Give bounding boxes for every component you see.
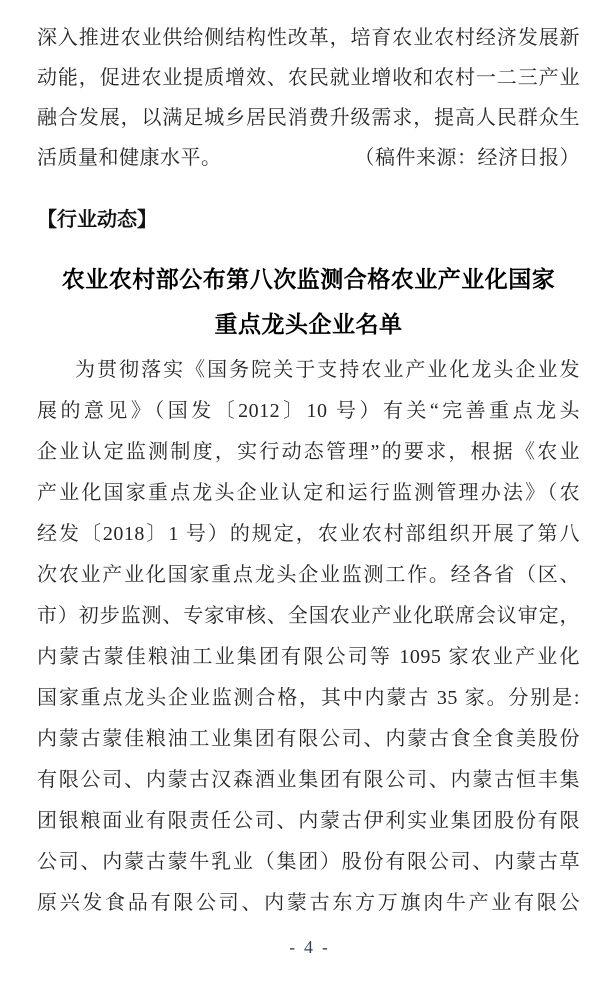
article-title	[37, 257, 580, 347]
paragraph-line: 经发〔2018〕1 号）的规定，农业农村部组织开展了第八	[37, 523, 580, 545]
paragraph-last-line	[37, 138, 580, 178]
paragraph-line: 为贯彻落实《国务院关于支持农业产业化龙头企业发	[75, 359, 580, 381]
section-header: 【行业动态】	[37, 209, 157, 231]
document-page	[0, 18, 616, 987]
paragraph-line: 融合发展，以满足城乡居民消费升级需求，提高人民群众生	[37, 107, 580, 129]
source-attribution: （稿件来源：经济日报）	[354, 147, 580, 169]
article-title-line-1: 农业农村部公布第八次监测合格农业产业化国家	[61, 267, 556, 292]
paragraph-line: 内蒙古蒙佳粮油工业集团有限公司等 1095 家农业产业化	[37, 646, 580, 668]
article-title-line-2: 重点龙头企业名单	[214, 312, 403, 337]
paragraph-line: 市）初步监测、专家审核、全国农业产业化联席会议审定，	[37, 605, 580, 627]
footer-dash-right: -	[322, 938, 328, 957]
footer-dash-left: -	[289, 938, 295, 957]
paragraph-line: 产业化国家重点龙头企业认定和运行监测管理办法》（农	[37, 482, 580, 504]
paragraph-line: 深入推进农业供给侧结构性改革，培育农业农村经济发展新	[37, 27, 580, 49]
paragraph-line: 有限公司、内蒙古汉森酒业集团有限公司、内蒙古恒丰集	[37, 769, 580, 791]
paragraph-line: 展的意见》（国发〔2012〕10 号）有关“完善重点龙头	[37, 400, 580, 422]
paragraph-line: 动能，促进农业提质增效、农民就业增收和农村一二三产业	[37, 67, 580, 89]
paragraph-last-text: 活质量和健康水平。	[37, 147, 222, 169]
paragraph-line: 团银粮面业有限责任公司、内蒙古伊利实业集团股份有限	[37, 810, 580, 832]
page-footer	[37, 936, 580, 959]
article-body-paragraph	[37, 350, 580, 924]
paragraph-line: 次农业产业化国家重点龙头企业监测工作。经各省（区、	[37, 564, 580, 586]
paragraph-continued	[37, 18, 580, 178]
paragraph-line: 内蒙古蒙佳粮油工业集团有限公司、内蒙古食全食美股份	[37, 728, 580, 750]
paragraph-line: 公司、内蒙古蒙牛乳业（集团）股份有限公司、内蒙古草	[37, 851, 580, 873]
paragraph-line: 国家重点龙头企业监测合格，其中内蒙古 35 家。分别是:	[37, 687, 580, 709]
paragraph-line: 企业认定监测制度，实行动态管理”的要求，根据《农业	[37, 441, 580, 463]
paragraph-line: 原兴发食品有限公司、内蒙古东方万旗肉牛产业有限公	[37, 892, 580, 914]
page-number: 4	[304, 937, 313, 957]
